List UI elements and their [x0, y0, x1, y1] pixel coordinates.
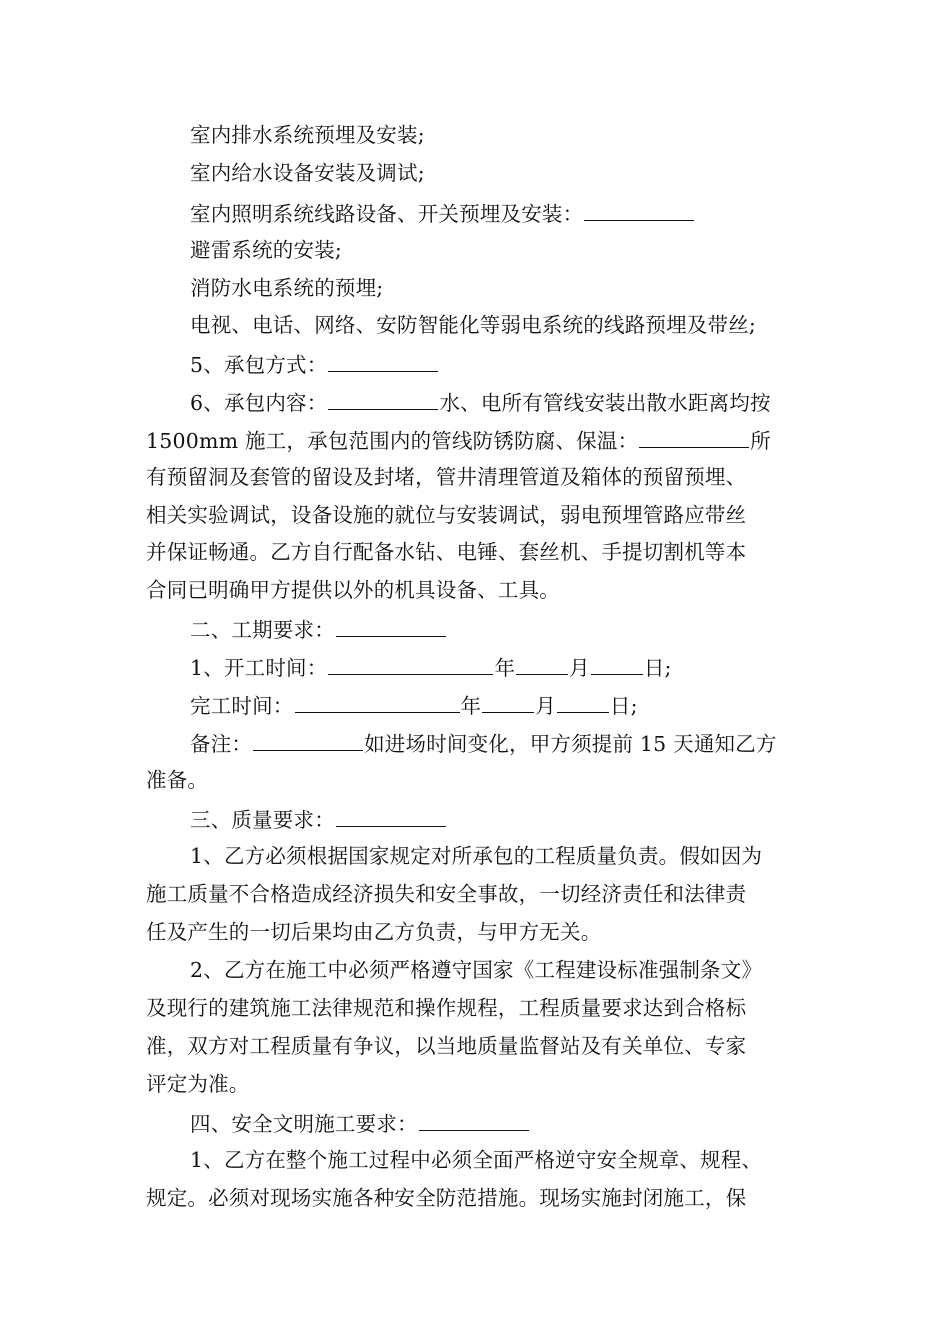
line-text: 完工时间： [190, 694, 294, 718]
line-text: 四、安全文明施工要求： [190, 1112, 418, 1136]
paragraph-line [190, 383, 860, 420]
line-text: 三、质量要求： [190, 808, 335, 832]
paragraph-line [146, 990, 816, 1027]
fill-blank [584, 194, 694, 221]
paragraph-line [190, 724, 860, 761]
fill-blank [295, 686, 460, 713]
line-text: 任及产生的一切后果均由乙方负责，与甲方无关。 [146, 920, 602, 944]
paragraph-line [146, 572, 816, 609]
paragraph-line [190, 307, 860, 344]
fill-blank [328, 383, 438, 410]
line-text: 电视、电话、网络、安防智能化等弱电系统的线路预埋及带丝; [190, 313, 757, 337]
paragraph-line [190, 345, 860, 382]
paragraph-line [190, 232, 860, 269]
line-text: 1、乙方必须根据国家规定对所承包的工程质量负责。假如因为 [190, 844, 763, 868]
paragraph-line [146, 876, 816, 913]
paragraph-line [146, 914, 816, 951]
fill-blank [482, 686, 534, 713]
line-text: 水、电所有管线安装出散水距离均按 [439, 391, 771, 415]
paragraph-line [190, 155, 860, 192]
fill-blank [336, 800, 446, 827]
paragraph-line [146, 497, 816, 534]
date-month-label: 月 [569, 656, 590, 680]
paragraph-line [146, 534, 816, 571]
line-text: 1、开工时间： [190, 656, 328, 680]
line-text: 准，双方对工程质量有争议，以当地质量监督站及有关单位、专家 [146, 1034, 747, 1058]
line-text: 施工质量不合格造成经济损失和安全事故，一切经济责任和法律责 [146, 882, 747, 906]
date-month-label: 月 [535, 694, 556, 718]
paragraph-line [146, 421, 816, 458]
fill-blank [557, 686, 609, 713]
line-text: 如进场时间变化，甲方须提前 15 天通知乙方 [364, 732, 777, 756]
paragraph-line [190, 838, 860, 875]
line-text: 1500mm 施工，承包范围内的管线防锈防腐、保温： [146, 429, 639, 453]
paragraph-line [146, 1028, 816, 1065]
line-text: 评定为准。 [146, 1072, 250, 1096]
fill-blank [591, 648, 643, 675]
line-text: 相关实验调试，设备设施的就位与安装调试，弱电预埋管路应带丝 [146, 503, 747, 527]
fill-blank [336, 610, 446, 637]
date-day-label: 日; [609, 694, 638, 718]
line-text: 所 [750, 429, 771, 453]
line-text: 避雷系统的安装; [190, 238, 343, 262]
line-text: 1、乙方在整个施工过程中必须全面严格逆守安全规章、规程、 [190, 1148, 763, 1172]
line-text: 及现行的建筑施工法律规范和操作规程，工程质量要求达到合格标 [146, 996, 747, 1020]
fill-blank [328, 345, 438, 372]
paragraph-line [146, 1066, 816, 1103]
paragraph-line [190, 194, 860, 231]
line-text: 2、乙方在施工中必须严格遵守国家《工程建设标准强制条文》 [190, 958, 763, 982]
line-text: 有预留洞及套管的留设及封堵，管井清理管道及箱体的预留预埋、 [146, 465, 747, 489]
line-text: 二、工期要求： [190, 618, 335, 642]
section-heading [190, 610, 860, 647]
fill-blank [639, 421, 749, 448]
section-heading [190, 1104, 860, 1141]
date-day-label: 日; [643, 656, 672, 680]
line-text: 并保证畅通。乙方自行配备水钻、电锤、套丝机、手提切割机等本 [146, 540, 747, 564]
paragraph-line [146, 459, 816, 496]
date-year-label: 年 [494, 656, 516, 680]
fill-blank [253, 724, 363, 751]
fill-blank [419, 1104, 529, 1131]
paragraph-line [190, 117, 860, 154]
date-year-label: 年 [460, 694, 482, 718]
section-heading [190, 800, 860, 837]
paragraph-line [190, 952, 860, 989]
paragraph-line [190, 1142, 860, 1179]
paragraph-line [146, 762, 816, 799]
line-text: 5、承包方式： [190, 353, 328, 377]
line-text: 室内给水设备安装及调试; [190, 161, 425, 185]
line-text: 合同已明确甲方提供以外的机具设备、工具。 [146, 578, 560, 602]
line-text: 备注： [190, 732, 253, 756]
line-text: 规定。必须对现场实施各种安全防范措施。现场实施封闭施工，保 [146, 1186, 747, 1210]
paragraph-line [190, 648, 860, 685]
paragraph-line [190, 686, 860, 723]
fill-blank [516, 648, 568, 675]
line-text: 室内排水系统预埋及安装; [190, 123, 425, 147]
line-text: 准备。 [146, 768, 209, 792]
paragraph-line [190, 270, 860, 307]
fill-blank [328, 648, 493, 675]
paragraph-line [146, 1180, 816, 1217]
line-text: 室内照明系统线路设备、开关预埋及安装： [190, 202, 584, 226]
line-text: 6、承包内容： [190, 391, 328, 415]
line-text: 消防水电系统的预埋; [190, 276, 384, 300]
